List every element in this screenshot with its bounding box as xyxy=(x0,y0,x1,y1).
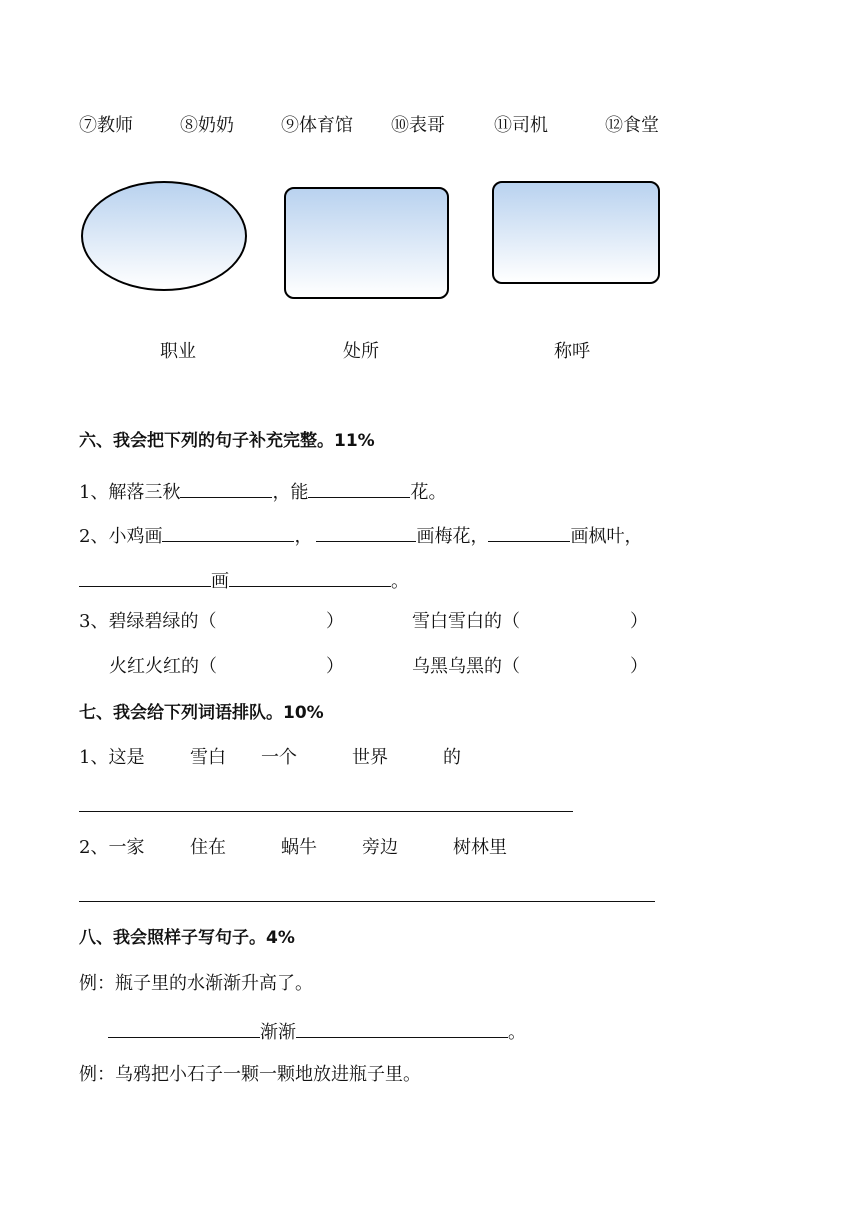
q2-text-e: 画 xyxy=(211,571,229,592)
q2-text-c: 画梅花， xyxy=(416,526,489,547)
s7-row1-word-2: 雪白 xyxy=(190,747,226,768)
answer-line-1[interactable] xyxy=(79,811,573,812)
s7-row1-word-3: 一个 xyxy=(261,747,297,768)
s7-row2-word-3: 蜗牛 xyxy=(281,837,317,858)
section-6-question-2 xyxy=(79,524,642,546)
q3-item-c: 火红火红的（ xyxy=(109,656,217,677)
blank[interactable] xyxy=(308,480,410,498)
s7-row2-word-4: 旁边 xyxy=(362,837,398,858)
q3-item-a: 3、碧绿碧绿的（ xyxy=(79,611,217,632)
q1-text-b: ，能 xyxy=(272,482,309,503)
blank[interactable] xyxy=(79,569,211,587)
blank[interactable] xyxy=(162,524,294,542)
section-8-heading: 八、我会照样子写句子。4% xyxy=(79,928,295,948)
section-6-question-2-cont xyxy=(79,569,409,591)
word-bank-item-7: ⑦教师 xyxy=(79,115,133,136)
example-2: 例：乌鸦把小石子一颗一颗地放进瓶子里。 xyxy=(79,1064,421,1085)
occupation-ellipse xyxy=(81,181,247,291)
q3-item-a-close: ） xyxy=(326,611,344,632)
blank[interactable] xyxy=(108,1020,260,1038)
shape-label-address-term: 称呼 xyxy=(554,341,590,362)
example-1: 例：瓶子里的水渐渐升高了。 xyxy=(79,973,313,994)
q2-text-f: 。 xyxy=(391,571,409,592)
shape-label-occupation: 职业 xyxy=(160,341,196,362)
s7-row1-word-4: 世界 xyxy=(352,747,388,768)
answer-line-2[interactable] xyxy=(79,901,655,902)
fill-end: 。 xyxy=(508,1022,526,1043)
s7-row2-word-5: 树林里 xyxy=(453,837,507,858)
blank[interactable] xyxy=(229,569,391,587)
s7-row2-word-2: 住在 xyxy=(190,837,226,858)
q3-item-b: 雪白雪白的（ xyxy=(412,611,520,632)
q2-text-b: ， xyxy=(294,526,313,547)
word-bank-item-9: ⑨体育馆 xyxy=(281,115,353,136)
q2-text-d: 画枫叶， xyxy=(570,526,643,547)
blank[interactable] xyxy=(488,524,570,542)
q3-item-d-close: ） xyxy=(630,656,648,677)
word-bank-item-8: ⑧奶奶 xyxy=(180,115,234,136)
section-6-heading: 六、我会把下列的句子补充完整。11% xyxy=(79,431,375,451)
q3-item-d: 乌黑乌黑的（ xyxy=(412,656,520,677)
q2-text-a: 2、小鸡画 xyxy=(79,526,163,547)
word-bank-item-12: ⑫食堂 xyxy=(605,115,659,136)
word-bank-item-11: ⑪司机 xyxy=(494,115,548,136)
blank[interactable] xyxy=(296,1020,508,1038)
example-1-fill xyxy=(108,1020,526,1042)
shape-label-place: 处所 xyxy=(343,341,379,362)
fill-word: 渐渐 xyxy=(260,1022,296,1043)
q3-item-b-close: ） xyxy=(630,611,648,632)
s7-row2-word-1: 2、一家 xyxy=(79,837,145,858)
section-6-question-1 xyxy=(79,480,446,502)
s7-row1-word-1: 1、这是 xyxy=(79,747,145,768)
q1-text-c: 花。 xyxy=(410,482,447,503)
word-bank-item-10: ⑩表哥 xyxy=(391,115,445,136)
address-term-box xyxy=(492,181,660,284)
s7-row1-word-5: 的 xyxy=(443,747,461,768)
blank[interactable] xyxy=(180,480,272,498)
blank[interactable] xyxy=(316,524,416,542)
q1-text-a: 1、解落三秋 xyxy=(79,482,181,503)
section-7-heading: 七、我会给下列词语排队。10% xyxy=(79,703,324,723)
q3-item-c-close: ） xyxy=(326,656,344,677)
place-box xyxy=(284,187,449,299)
